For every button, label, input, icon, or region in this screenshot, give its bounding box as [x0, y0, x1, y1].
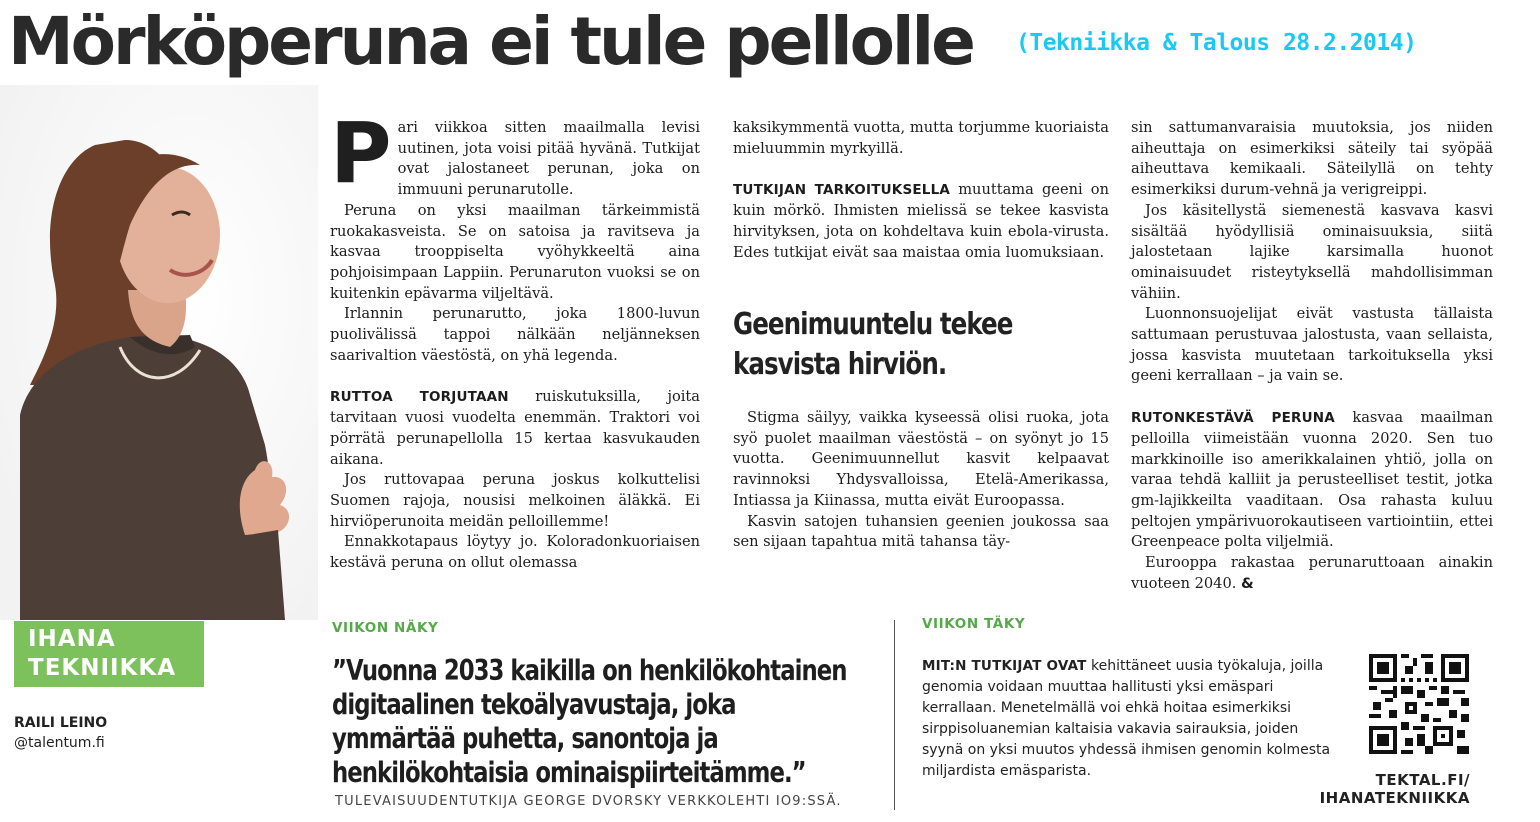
paragraph: Irlannin perunarutto, joka 1800-luvun puolivälissä tappoi nälkään neljänneksen saarivaltion väestöstä, on yhä legenda. [330, 305, 700, 364]
source-note: (Tekniikka & Talous 28.2.2014) [1016, 30, 1417, 56]
paragraph-text: kasvaa maailman pelloilla viimeistään vuonna 2020. Sen tuo markkinoille iso amerikkalainen yhtiö, jolla on varaa tehdä kalliit ja perusteelliset testit, jotka gm-lajikkeilta vaaditaan. Osa rahasta kuluu peltojen ympärivuorokautiseen vartiointiin, ettei Greenpeace polta viljelmiä. [1131, 409, 1493, 551]
paragraph: kaksikymmentä vuotta, mutta torjumme kuoriaista mieluummin myrkyillä. [733, 119, 1109, 157]
paragraph: ari viikkoa sitten maailmalla levisi uutinen, jota voisi pitää hyvänä. Tutkijat ovat jalostaneet perunan, joka on immuuni perunarutolle. [397, 119, 700, 199]
column-label [14, 621, 204, 687]
section-lead: RUTONKESTÄVÄ PERUNA [1131, 410, 1335, 427]
author-portrait-illustration [0, 85, 318, 620]
article-column-2-continued [733, 408, 1109, 553]
author-handle: @talentum.fi [14, 735, 105, 751]
author-name: RAILI LEINO [14, 715, 108, 731]
drop-cap: P [330, 104, 392, 202]
paragraph: Kasvin satojen tuhansien geenien joukossa saa sen sijaan tapahtua mitä tahansa täy- [733, 512, 1109, 551]
paragraph-text: muuttama geeni on kuin mörkö. Ihmisten mielissä se tekee kasvista hirvityksen, jota on kohdeltava kuin ebola-virusta. Edes tutkijat eivät saa maistaa omia luomuksiaan. [733, 181, 1109, 261]
paragraph: Jos ruttovapaa peruna joskus kolkuttelisi Suomen rajoja, nousisi melkoinen äläkkä. Ei hirviöperunoita meidän pelloillemme! [330, 471, 700, 530]
paragraph [330, 387, 700, 470]
paragraph [1131, 408, 1493, 553]
paragraph: Stigma säilyy, vaikka kyseessä olisi ruoka, jota syö puolet maailman väestöstä – on syönyt jo 15 vuotta. Geenimuunnellut kasvit kelpaavat ravinnoksi Yhdysvalloissa, Etelä-Amerikassa, Intiassa ja Kiinassa, mutta eivät Euroopassa. [733, 409, 1109, 509]
paragraph: sin sattumanvaraisia muutoksia, jos niiden aiheuttaja on esimerkiksi säteily tai syöpää aiheuttava kemikaali. Säteilyllä on tehty esimerkiksi durum-vehnä ja verigreippi. [1131, 119, 1493, 199]
qr-code-icon[interactable] [1369, 654, 1469, 754]
paragraph-text: Eurooppa rakastaa perunaruttoaan ainakin vuoteen 2040. [1131, 554, 1493, 592]
paragraph [733, 180, 1109, 263]
article-column-3 [1131, 118, 1493, 594]
qr-code-graphic [1369, 654, 1469, 754]
article-column-1 [330, 104, 700, 574]
paragraph: Jos käsitellystä siemenestä kasvava kasvi sisältää hyödyllisiä ominaisuuksia, siitä jalostetaan lajike karsimalla huonot ominaisuudet risteytyksellä mahdollisimman vähiin. [1131, 201, 1493, 302]
paragraph: Ennakkotapaus löytyy jo. Koloradonkuoriaisen kestävä peruna on ollut olemassa [330, 533, 700, 572]
headline: Mörköperuna ei tule pellolle [8, 3, 973, 80]
section-lead: TUTKIJAN TARKOITUKSELLA [733, 182, 951, 199]
section-divider [894, 620, 895, 810]
pull-quote: Geenimuuntelu tekee kasvista hirviön. [733, 307, 1013, 382]
author-photo [0, 85, 318, 620]
section-lead: MIT:N TUTKIJAT OVAT [922, 658, 1087, 674]
end-mark: & [1241, 574, 1254, 592]
column-label-line-2: TEKNIIKKA [28, 655, 177, 681]
article-column-2 [733, 118, 1109, 263]
paragraph: Luonnonsuojelijat eivät vastusta tällaista sattumaan perustuvaa jalostusta, vaan sellaista, jossa kasvista muutetaan tarkoituksella yksi geeni kerrallaan – ja vain se. [1131, 305, 1493, 385]
section-lead: RUTTOA TORJUTAAN [330, 389, 509, 406]
author-byline [14, 713, 107, 753]
viikon-naky-quote: ”Vuonna 2033 kaikilla on henkilökohtainen digitaalinen tekoälyavustaja, joka ymmärtää puhetta, sanontoja ja henkilökohtaisia ominaispiirteitämme.” [332, 654, 847, 789]
viikon-taky-kicker: VIIKON TÄKY [922, 616, 1026, 632]
paragraph [1131, 553, 1493, 594]
viikon-naky-kicker: VIIKON NÄKY [332, 620, 439, 636]
link-url[interactable] [1290, 771, 1470, 807]
viikon-taky-text [922, 656, 1342, 782]
url-line-1: TEKTAL.FI/ [1375, 771, 1470, 789]
paragraph-text: kehittäneet uusia työkaluja, joilla genomia voidaan muuttaa hallitusti yksi emäspari kerrallaan. Menetelmällä voi ehkä hoitaa esimerkiksi sirppisoluanemian kaltaisia vakavia sairauksia, joiden syynä on yksi muutos yhdessä ihmisen genomin kolmesta miljardista emäsparista. [922, 658, 1331, 779]
paragraph: Peruna on yksi maailman tärkeimmistä ruokakasveista. Se on satoisa ja ravitseva ja kasvaa trooppiselta vyöhykkeeltä aina pohjoisimpaan Lappiin. Perunaruton vuoksi se on kuitenkin epävarma viljeltävä. [330, 201, 700, 302]
paragraph-text: ruiskutuksilla, joita tarvitaan vuosi vuodelta enemmän. Traktori voi pörrätä perunapellolla 15 kertaa kasvukauden aikana. [330, 388, 700, 468]
column-label-line-1: IHANA [28, 626, 116, 652]
viikon-naky-attribution: TULEVAISUUDENTUTKIJA GEORGE DVORSKY VERKKOLEHTI IO9:SSÄ. [335, 794, 842, 809]
url-line-2: IHANATEKNIIKKA [1319, 789, 1470, 807]
